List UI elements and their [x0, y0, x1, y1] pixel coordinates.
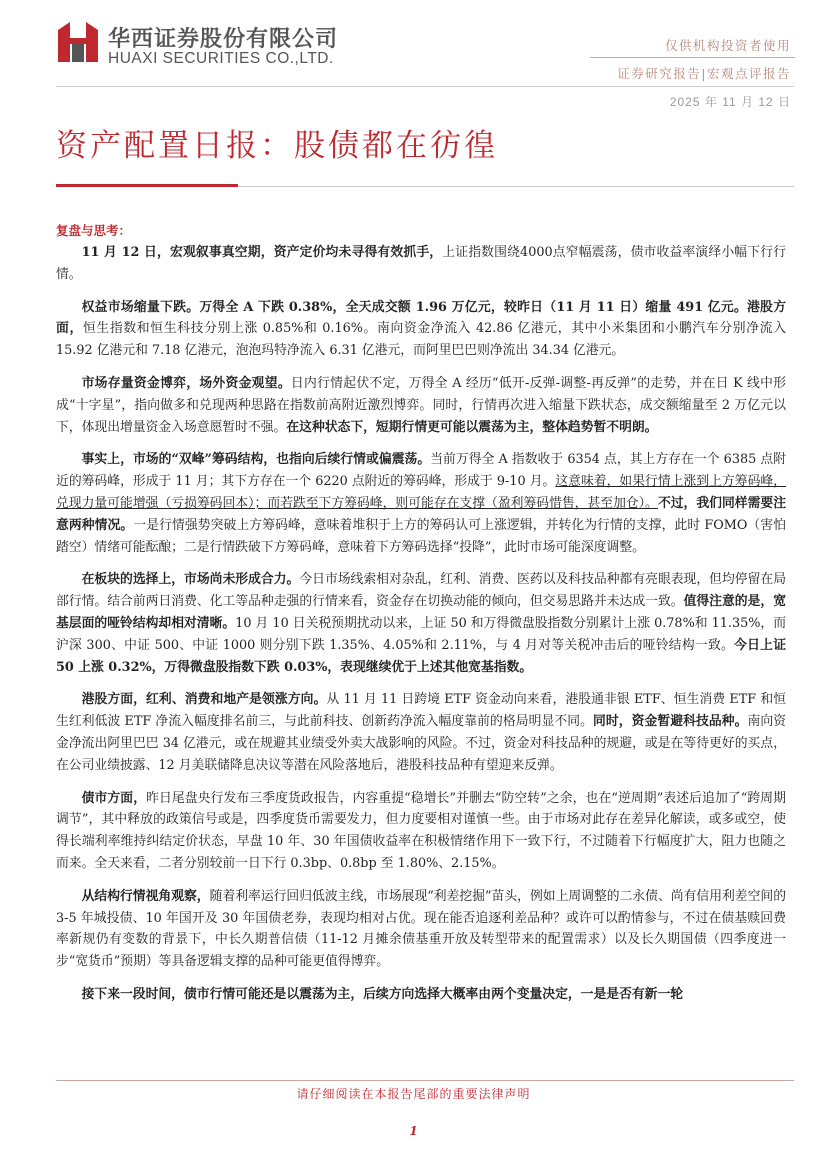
legal-notice-link[interactable]: 请仔细阅读在本报告尾部的重要法律声明 — [296, 1087, 531, 1101]
company-name-en: HUAXI SECURITIES CO.,LTD. — [108, 50, 334, 67]
body-paragraph — [56, 297, 786, 362]
body-paragraph — [56, 242, 786, 286]
report-date: 2025 年 11 月 12 日 — [669, 95, 791, 109]
bold-run: 值得注意的是，宽基层面的哑铃结构却相对清晰。 — [56, 594, 786, 631]
text-run: 南向资金净流出阿里巴巴 34 亿港元，或在规避其业绩受外卖大战影响的风险。不过，资金对科技品种的规避，或是在等待更好的买点，在公司业绩披露、12 月美联储降息决议等潜在风险落地后，港股科技品种有望迎来反弹。 — [56, 714, 786, 773]
text-run: 上证指数围绕4000点窄幅震荡，债市收益率演绎小幅下行行情。 — [56, 245, 786, 282]
bold-run: 债市方面， — [81, 790, 147, 806]
text-run: 随着利率运行回归低波主线，市场展现“利差挖掘”苗头，例如上周调整的二永债、尚有信用利差空间的 3-5 年城投债、10 年国开及 30 年国债老券，表现均相对占优。现在能否追逐利差品种？或许可以酌情参与，不过在债基赎回费率新规仍有变数的背景下，中长久期普信债（11-12 月摊余债基重开放及转型带来的配置需求）以及长久期国债（四季度进一步“宽货币”预期）等具备逻辑支撑的品种可能更值得博弈。 — [56, 888, 786, 970]
bold-run: 不过，我们同样需要注意两种情况。 — [56, 495, 786, 533]
company-name-cn: 华西证券股份有限公司 — [108, 27, 339, 52]
text-run: 今日市场线索相对杂乱，红利、消费、医药以及科技品种都有亮眼表现，但均停留在局部行情。结合前两日消费、化工等品种走强的行情来看，资金存在切换动能的倾向，但交易思路并未达成一致。 — [56, 572, 786, 610]
page-title: 资产配置日报：股债都在彷徨 — [56, 128, 498, 164]
body-paragraph — [56, 569, 786, 678]
bold-run: 权益市场缩量下跌。万得全 A 下跌 0.38%，全天成交额 1.96 万亿元，较昨日（11 月 11 日）缩量 491 亿元。港股方面， — [56, 299, 786, 337]
text-run: 10 月 10 日关税预期扰动以来，上证 50 和万得微盘股指数分别累计上涨 0.78%和 11.35%，而沪深 300、中证 500、中证 1000 则分别下跌 1.35%、4.05%和 2.11%，与 4 月对等关税冲击后的哑铃结构一致。 — [56, 615, 786, 653]
bold-run: 在板块的选择上，市场尚未形成合力。 — [81, 572, 300, 588]
text-run: 昨日尾盘央行发布三季度货政报告，内容重提“稳增长”并删去“防空转”之余，也在“逆周期”表述后追加了“跨周期调节”，其中释放的政策信号或是，四季度货币需要发力，但力度要相对谨慎一些。由于市场对此存在差异化解读，或多或空，使得长端利率维持纠结定价状态，早盘 10 年、30 年国债收益率在积极情绪作用下一致下行，不过随着下行幅度扩大，阻力也随之而来。全天来看，二者分别较前一日下行 0.3bp、0.8bp 至 1.80%、2.15%。 — [56, 790, 786, 871]
page-number: 1 — [409, 1124, 418, 1138]
text-run: 一是行情强势突破上方筹码峰，意味着堆积于上方的筹码认可上涨逻辑，并转化为行情的支撑，此时 FOMO（害怕踏空）情绪可能酝酿；二是行情跌破下方筹码峰，意味着下方筹码选择“投降”，此时市场可能深度调整。 — [56, 517, 786, 555]
bold-run: 在这种状态下，短期行情更可能以震荡为主，整体趋势暂不明朗。 — [286, 419, 658, 435]
bold-run: 今日上证 50 上涨 0.32%，万得微盘股指数下跌 0.03%，表现继续优于上述其他宽基指数。 — [56, 637, 786, 675]
header-divider — [590, 57, 795, 58]
huaxi-logo-icon — [58, 22, 98, 62]
text-run: 从 11 月 11 日跨境 ETF 资金动向来看，港股通非银 ETF、恒生消费 ETF 和恒生红利低波 ETF 净流入幅度排名前三，与此前科技、创新药净流入幅度靠前的格局明显不同。 — [56, 692, 786, 730]
header-rule — [56, 86, 794, 87]
body-paragraph — [56, 984, 786, 1006]
report-type: 证券研究报告|宏观点评报告 — [617, 66, 791, 81]
section-heading: 复盘与思考： — [56, 223, 132, 238]
body-paragraph — [56, 788, 786, 875]
bold-run: 市场存量资金博弈，场外资金观望。 — [81, 375, 291, 391]
bold-run: 同时，资金暂避科技品种。 — [593, 714, 748, 730]
underlined-run: 这意味着，如果行情上涨到上方筹码峰，兑现力量可能增强（亏损筹码回本）；而若跌至下方筹码峰，则可能存在支撑（盈利筹码惜售，甚至加仓）。 — [56, 474, 786, 511]
body-paragraph — [56, 689, 786, 776]
text-run: 当前万得全 A 指数收于 6354 点，其上方存在一个 6385 点附近的筹码峰，形成于 11 月；其下方存在一个 6220 点附近的筹码峰，形成于 9-10 月。 — [56, 452, 786, 490]
bold-run: 港股方面，红利、消费和地产是领涨方向。 — [81, 692, 327, 708]
body-paragraph — [56, 373, 786, 438]
bold-run: 11 月 12 日，宏观叙事真空期，资产定价均未寻得有效抓手， — [81, 245, 443, 260]
text-run: 恒生指数和恒生科技分别上涨 0.85%和 0.16%。南向资金净流入 42.86 亿港元，其中小米集团和小鹏汽车分别净流入 15.92 亿港元和 7.18 亿港元，泡泡玛特净流入 6.31 亿港元，而阿里巴巴则净流出 34.34 亿港元。 — [56, 321, 786, 359]
footer-rule — [56, 1080, 794, 1081]
bold-run: 接下来一段时间，债市行情可能还是以震荡为主，后续方向选择大概率由两个变量决定，一是是否有新一轮 — [81, 986, 684, 1002]
body-paragraph — [56, 886, 786, 973]
report-body — [56, 242, 786, 1072]
audience-note: 仅供机构投资者使用 — [664, 38, 791, 53]
bold-run: 从结构行情视角观察， — [81, 888, 210, 904]
body-paragraph — [56, 449, 786, 558]
text-run: 日内行情起伏不定，万得全 A 经历“低开-反弹-调整-再反弹”的走势，并在日 K 线中形成“十字星”，指向做多和兑现两种思路在指数前高附近激烈博弈。同时，行情再次进入缩量下跌状态，成交额缩量至 2 万亿元以下，体现出增量资金入场意愿暂时不强。 — [56, 375, 786, 435]
title-accent-bar — [56, 184, 238, 187]
bold-run: 事实上，市场的“双峰”筹码结构，也指向后续行情或偏震荡。 — [81, 452, 431, 468]
